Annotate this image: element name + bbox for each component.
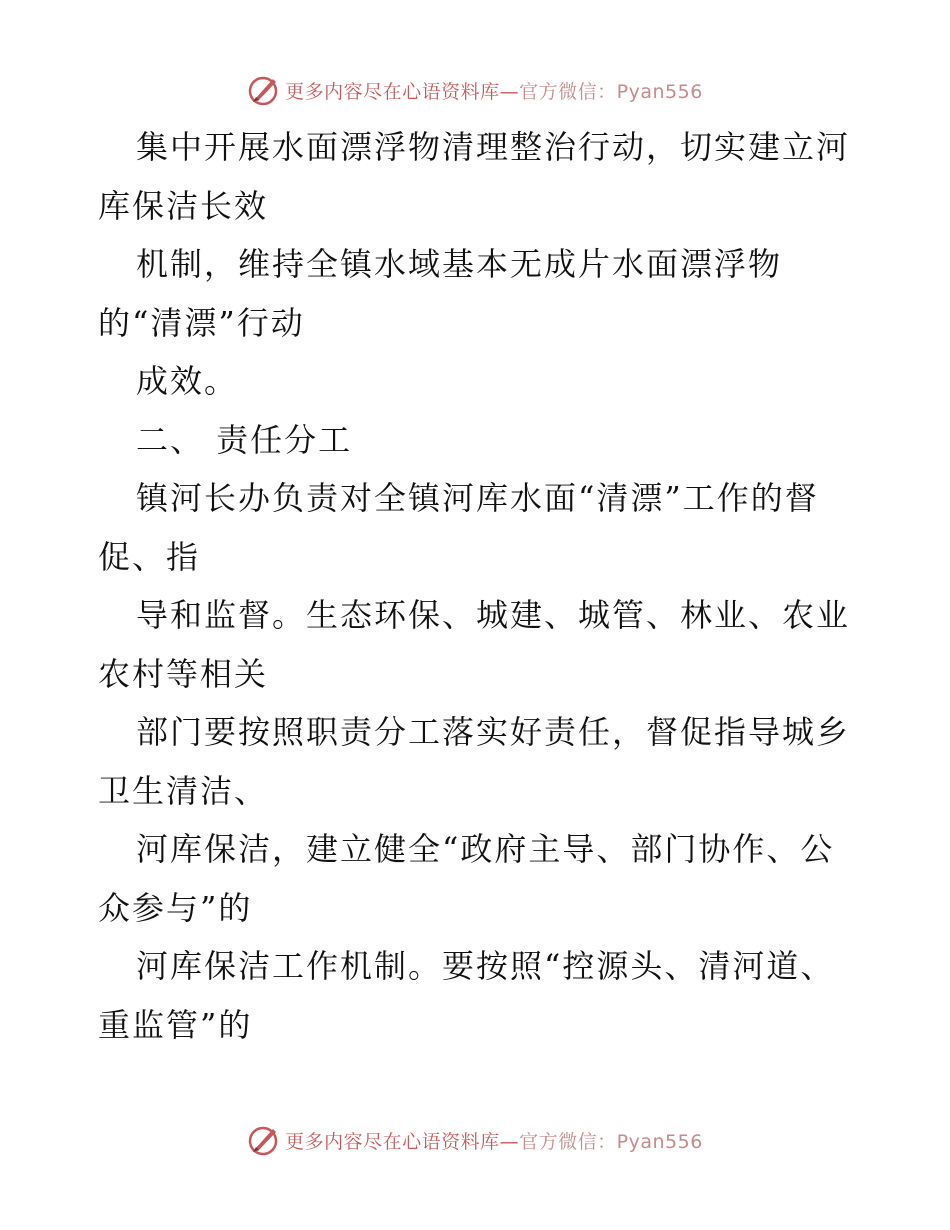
text-line: 促、指: [98, 537, 201, 576]
text-line: 部门要按照职责分工落实好责任，督促指导城乡: [136, 713, 851, 751]
text-line: 镇河长办负责对全镇河库水面“清漂”工作的督: [136, 479, 819, 517]
text-line: 河库保洁，建立健全“政府主导、部门协作、公: [136, 830, 835, 868]
text-line: 众参与”的: [98, 888, 253, 927]
text-line: 河库保洁工作机制。要按照“控源头、清河道、: [136, 947, 835, 985]
header-watermark-text: [285, 77, 703, 104]
text-line: 库保洁长效: [98, 186, 269, 225]
quill-pen-logo-icon: [247, 1123, 281, 1157]
text-line: 二、 责任分工: [136, 420, 353, 459]
text-line: 机制，维持全镇水域基本无成片水面漂浮物: [136, 245, 783, 283]
text-line: 农村等相关: [98, 654, 269, 693]
text-line: 重监管”的: [98, 1005, 253, 1044]
footer-separator: —: [499, 1130, 520, 1153]
header-watermark: [0, 70, 950, 110]
header-wechat-text: 官方微信：Pyan556: [519, 80, 703, 103]
text-line: 导和监督。生态环保、城建、城管、林业、农业: [136, 596, 851, 634]
text-line: 集中开展水面漂浮物清理整治行动，切实建立河: [136, 128, 851, 166]
footer-site-text: 更多内容尽在心语资料库: [285, 1130, 500, 1153]
footer-watermark: [0, 1120, 950, 1160]
text-line: 的“清漂”行动: [98, 303, 305, 342]
text-line: 卫生清洁、: [98, 771, 269, 810]
quill-pen-logo-icon: [247, 73, 281, 107]
text-line: 成效。: [136, 362, 239, 400]
footer-watermark-text: [285, 1127, 703, 1154]
footer-wechat-text: 官方微信：Pyan556: [519, 1130, 703, 1153]
document-body: [98, 118, 858, 1054]
header-separator: —: [499, 80, 520, 103]
header-site-text: 更多内容尽在心语资料库: [285, 80, 500, 103]
